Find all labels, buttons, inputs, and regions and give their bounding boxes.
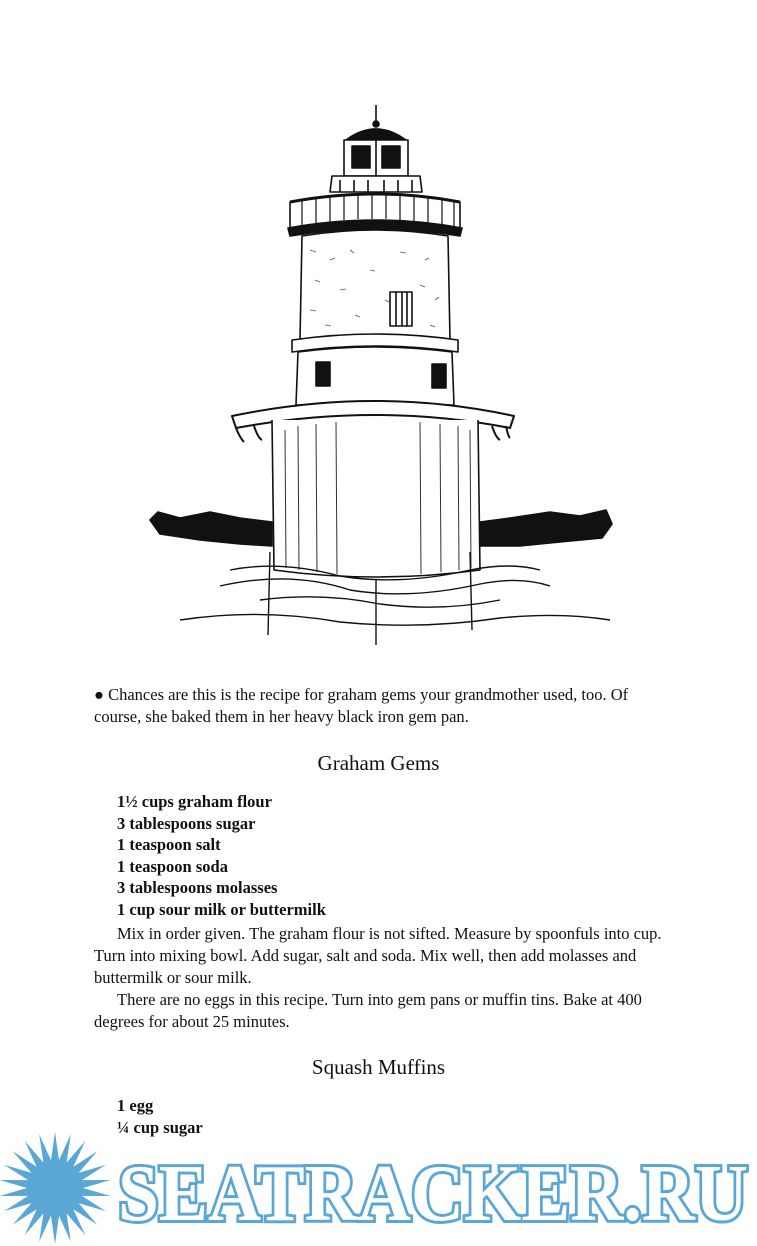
recipe-directions: [94, 923, 674, 1033]
ingredient-item: 1½ cups graham flour: [117, 792, 272, 811]
ingredient-item: 3 tablespoons sugar: [117, 813, 256, 833]
ingredient-item: ¼ cup sugar: [117, 1117, 203, 1137]
ingredient-item: 1 cup sour milk or buttermilk: [117, 899, 326, 919]
lighthouse-illustration: [140, 100, 620, 655]
intro-note: ● Chances are this is the recipe for graham gems your grandmother used, too. Of course, she baked them in her heavy black iron gem pan.: [94, 685, 629, 726]
ingredient-item: 1 teaspoon salt: [117, 835, 221, 854]
ingredient-item: 3 tablespoons molasses: [117, 878, 278, 897]
ingredient-list: [117, 791, 326, 920]
ingredient-item: 1 teaspoon soda: [117, 856, 228, 876]
sunburst-icon: [0, 1132, 110, 1244]
recipe-title: Graham Gems: [317, 751, 440, 775]
direction-paragraph: Mix in order given. The graham flour is not sifted. Measure by spoonfuls into cup. Turn into mixing bowl. Add sugar, salt and soda. Mix well, then add molasses and buttermilk or sour milk.: [94, 924, 662, 987]
recipe-title: Squash Muffins: [311, 1055, 446, 1079]
sunburst-core: [31, 1164, 79, 1212]
direction-paragraph: There are no eggs in this recipe. Turn into gem pans or muffin tins. Bake at 400 degrees for about 25 minutes.: [94, 990, 642, 1031]
ingredient-item: 1 egg: [117, 1096, 154, 1115]
watermark-text: SEATRACKER.RU: [118, 1150, 748, 1238]
watermark-logo: [0, 1132, 757, 1246]
